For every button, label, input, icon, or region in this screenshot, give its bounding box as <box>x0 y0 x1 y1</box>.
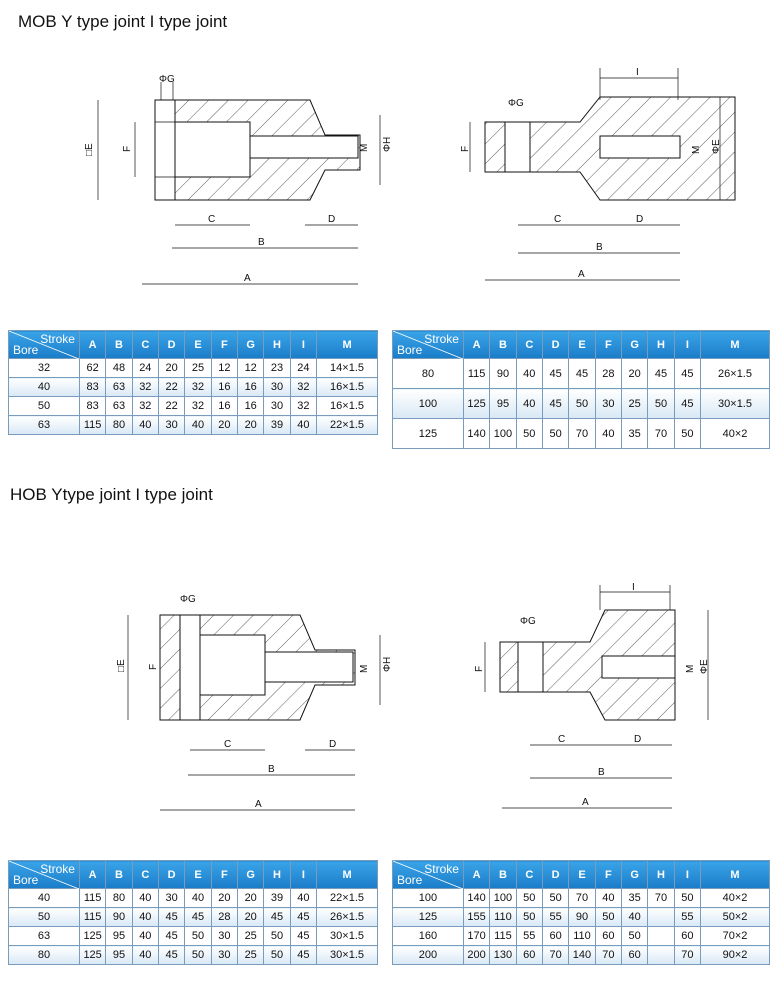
table-row <box>9 416 378 435</box>
value-cell: 22 <box>158 397 184 416</box>
dim-label-g-hob: ΦG <box>180 594 196 605</box>
value-cell: 45 <box>158 927 184 946</box>
value-cell: 100 <box>490 419 516 449</box>
table-row <box>393 946 770 965</box>
value-cell: 83 <box>79 397 105 416</box>
value-cell: 30 <box>264 378 290 397</box>
table-row <box>9 378 378 397</box>
value-cell: 23 <box>264 359 290 378</box>
value-cell: 30×1.5 <box>317 927 378 946</box>
value-cell: 63 <box>106 397 132 416</box>
mob-i-joint-drawing <box>450 60 760 295</box>
value-cell: 115 <box>79 416 105 435</box>
value-cell: 16 <box>211 378 237 397</box>
bore-cell: 100 <box>393 389 464 419</box>
value-cell: 70×2 <box>701 927 770 946</box>
value-cell: 40 <box>290 416 316 435</box>
value-cell: 30 <box>158 889 184 908</box>
dim-label-m: M <box>359 143 370 152</box>
dim-label-a-i: A <box>578 269 585 280</box>
table-row <box>9 927 378 946</box>
hob-y-spec-table: Stroke Bore A B C D E F G H I M 40 115 80 40 30 40 20 20 39 40 22×1.5 50 115 90 40 45 45 28 20 45 45 26×1.5 63 125 95 40 45 50 30 25 50 45 30×1.5 80 125 95 40 45 50 30 25 50 45 30×1.5 <box>8 860 378 965</box>
value-cell: 16×1.5 <box>317 397 378 416</box>
value-cell: 70 <box>595 946 621 965</box>
value-cell: 25 <box>238 946 264 965</box>
bore-cell: 50 <box>9 908 80 927</box>
value-cell: 45 <box>674 389 700 419</box>
dim-label-a-hob: A <box>255 799 262 810</box>
hob-y-joint-drawing <box>100 590 400 820</box>
dim-label-phi-e-hob: ΦE <box>699 659 710 674</box>
value-cell: 80 <box>106 416 132 435</box>
value-cell: 70 <box>648 889 674 908</box>
table-row <box>393 889 770 908</box>
dim-label-h-hob: ΦH <box>382 656 393 672</box>
dim-label-h: ΦH <box>382 136 393 152</box>
value-cell: 60 <box>622 946 648 965</box>
value-cell: 110 <box>490 908 516 927</box>
value-cell: 60 <box>595 927 621 946</box>
value-cell: 45 <box>674 359 700 389</box>
value-cell: 32 <box>290 397 316 416</box>
value-cell: 40 <box>132 416 158 435</box>
value-cell: 50 <box>516 419 542 449</box>
value-cell: 32 <box>132 378 158 397</box>
bore-cell: 80 <box>9 946 80 965</box>
value-cell: 130 <box>490 946 516 965</box>
value-cell: 40×2 <box>701 419 770 449</box>
value-cell: 90 <box>569 908 595 927</box>
value-cell: 20 <box>238 908 264 927</box>
dim-label-d-i: D <box>636 214 644 225</box>
value-cell: 50 <box>516 908 542 927</box>
dim-label-b-hob: B <box>268 764 275 775</box>
value-cell: 20 <box>158 359 184 378</box>
value-cell: 20 <box>622 359 648 389</box>
value-cell: 16 <box>238 397 264 416</box>
bore-cell: 200 <box>393 946 464 965</box>
bore-cell: 32 <box>9 359 80 378</box>
value-cell: 110 <box>569 927 595 946</box>
value-cell: 45 <box>290 908 316 927</box>
value-cell: 125 <box>463 389 489 419</box>
value-cell: 60 <box>674 927 700 946</box>
value-cell: 32 <box>185 378 211 397</box>
table-row <box>393 927 770 946</box>
value-cell: 16 <box>238 378 264 397</box>
dim-label-a-hob-i: A <box>582 797 589 808</box>
value-cell: 170 <box>463 927 489 946</box>
value-cell: 45 <box>648 359 674 389</box>
mob-i-spec-table: Stroke Bore A B C D E F G H I M 80 115 90 40 45 45 28 20 45 45 26×1.5 100 125 95 40 45 50 30 25 50 45 30×1.5 125 140 100 50 50 70 40 35 70 50 40×2 <box>392 330 770 449</box>
value-cell: 70 <box>569 889 595 908</box>
hob-i-spec-table: Stroke Bore A B C D E F G H I M 100 140 100 50 50 70 40 35 70 50 40×2 125 155 110 50 55 90 50 40 55 50×2 160 170 115 55 60 110 60 50 60 70×2 200 200 130 60 70 140 70 60 70 90×2 <box>392 860 770 965</box>
value-cell: 45 <box>264 908 290 927</box>
value-cell: 20 <box>211 416 237 435</box>
value-cell: 20 <box>211 889 237 908</box>
value-cell: 60 <box>516 946 542 965</box>
dim-label-c-hob: C <box>224 739 232 750</box>
value-cell: 25 <box>238 927 264 946</box>
value-cell: 70 <box>569 419 595 449</box>
value-cell: 32 <box>132 397 158 416</box>
value-cell: 83 <box>79 378 105 397</box>
value-cell: 50 <box>648 389 674 419</box>
dim-label-i-hob: I <box>632 582 635 593</box>
value-cell: 22×1.5 <box>317 416 378 435</box>
value-cell <box>648 908 674 927</box>
value-cell: 50 <box>185 927 211 946</box>
value-cell: 30 <box>158 416 184 435</box>
bore-cell: 80 <box>393 359 464 389</box>
value-cell: 140 <box>463 889 489 908</box>
value-cell: 115 <box>79 908 105 927</box>
value-cell: 26×1.5 <box>317 908 378 927</box>
value-cell: 25 <box>622 389 648 419</box>
value-cell: 70 <box>674 946 700 965</box>
value-cell: 32 <box>185 397 211 416</box>
bore-cell: 125 <box>393 908 464 927</box>
value-cell: 62 <box>79 359 105 378</box>
value-cell: 60 <box>542 927 568 946</box>
bore-cell: 100 <box>393 889 464 908</box>
dim-label-d-hob-i: D <box>634 734 642 745</box>
value-cell: 39 <box>264 889 290 908</box>
value-cell: 30 <box>211 946 237 965</box>
value-cell: 70 <box>542 946 568 965</box>
value-cell: 30×1.5 <box>317 946 378 965</box>
value-cell: 40 <box>185 416 211 435</box>
value-cell: 16 <box>211 397 237 416</box>
dim-label-c: C <box>208 214 216 225</box>
bore-cell: 160 <box>393 927 464 946</box>
table-row <box>393 908 770 927</box>
dim-label-c-hob-i: C <box>558 734 566 745</box>
dim-label-b-i: B <box>596 242 603 253</box>
value-cell: 45 <box>158 908 184 927</box>
value-cell: 35 <box>622 889 648 908</box>
mob-i-table-body <box>393 359 770 449</box>
dim-label-sq-e: □E <box>84 143 95 156</box>
table-corner: Stroke Bore <box>393 331 464 359</box>
value-cell: 50 <box>542 889 568 908</box>
value-cell: 50 <box>542 419 568 449</box>
value-cell: 40 <box>132 946 158 965</box>
value-cell: 12 <box>211 359 237 378</box>
dim-label-g-hob-i: ΦG <box>520 616 536 627</box>
value-cell: 70 <box>648 419 674 449</box>
value-cell: 48 <box>106 359 132 378</box>
bore-cell: 50 <box>9 397 80 416</box>
value-cell: 115 <box>463 359 489 389</box>
dim-label-a: A <box>244 273 251 284</box>
value-cell: 45 <box>158 946 184 965</box>
dim-label-m-hob-i: M <box>685 664 696 673</box>
value-cell: 140 <box>569 946 595 965</box>
dim-label-m-hob: M <box>359 664 370 673</box>
value-cell: 40 <box>516 359 542 389</box>
value-cell: 24 <box>132 359 158 378</box>
value-cell: 30×1.5 <box>701 389 770 419</box>
value-cell <box>648 946 674 965</box>
value-cell: 30 <box>595 389 621 419</box>
value-cell: 115 <box>79 889 105 908</box>
value-cell: 140 <box>463 419 489 449</box>
value-cell: 20 <box>238 889 264 908</box>
value-cell: 25 <box>185 359 211 378</box>
table-row <box>9 889 378 908</box>
value-cell: 24 <box>290 359 316 378</box>
mob-y-joint-drawing <box>80 70 393 295</box>
table-row <box>393 359 770 389</box>
dim-label-f-hob-i: F <box>474 665 485 672</box>
value-cell: 95 <box>490 389 516 419</box>
value-cell: 90 <box>106 908 132 927</box>
value-cell: 95 <box>106 946 132 965</box>
value-cell: 45 <box>542 359 568 389</box>
value-cell: 39 <box>264 416 290 435</box>
bore-cell: 63 <box>9 927 80 946</box>
table-row <box>393 389 770 419</box>
value-cell: 16×1.5 <box>317 378 378 397</box>
value-cell: 50 <box>569 389 595 419</box>
table-row <box>393 419 770 449</box>
value-cell: 55 <box>516 927 542 946</box>
dim-label-f-i: F <box>460 145 471 152</box>
value-cell: 45 <box>290 946 316 965</box>
value-cell: 45 <box>542 389 568 419</box>
dim-label-g: ΦG <box>159 74 175 85</box>
hob-y-table-body <box>9 889 378 965</box>
bore-cell: 125 <box>393 419 464 449</box>
value-cell: 45 <box>569 359 595 389</box>
value-cell: 32 <box>290 378 316 397</box>
value-cell: 22 <box>158 378 184 397</box>
bore-cell: 40 <box>9 378 80 397</box>
dim-label-f-hob: F <box>148 663 159 670</box>
dim-label-d-hob: D <box>329 739 337 750</box>
value-cell: 50 <box>622 927 648 946</box>
value-cell: 40 <box>595 889 621 908</box>
table-row <box>9 908 378 927</box>
value-cell: 40 <box>595 419 621 449</box>
value-cell: 40 <box>132 927 158 946</box>
dim-label-m-i: M <box>691 145 702 154</box>
table-row <box>9 359 378 378</box>
value-cell: 40 <box>132 908 158 927</box>
value-cell: 40 <box>185 889 211 908</box>
value-cell: 22×1.5 <box>317 889 378 908</box>
value-cell: 50 <box>264 946 290 965</box>
value-cell: 50 <box>264 927 290 946</box>
value-cell: 50 <box>674 419 700 449</box>
value-cell: 125 <box>79 946 105 965</box>
dim-label-f: F <box>122 145 133 152</box>
hob-i-table-body <box>393 889 770 965</box>
value-cell: 63 <box>106 378 132 397</box>
value-cell: 40 <box>290 889 316 908</box>
bore-cell: 63 <box>9 416 80 435</box>
dim-label-b-hob-i: B <box>598 767 605 778</box>
value-cell: 50×2 <box>701 908 770 927</box>
value-cell: 14×1.5 <box>317 359 378 378</box>
value-cell: 125 <box>79 927 105 946</box>
value-cell: 55 <box>674 908 700 927</box>
dim-label-phi-e: ΦE <box>711 139 722 154</box>
value-cell: 30 <box>211 927 237 946</box>
table-corner: Stroke Bore <box>9 861 80 889</box>
value-cell: 100 <box>490 889 516 908</box>
value-cell <box>648 927 674 946</box>
table-row <box>9 946 378 965</box>
dim-label-d: D <box>328 214 336 225</box>
value-cell: 30 <box>264 397 290 416</box>
dim-label-sq-e-hob: □E <box>116 659 127 672</box>
value-cell: 55 <box>542 908 568 927</box>
value-cell: 28 <box>595 359 621 389</box>
hob-i-joint-drawing <box>460 580 760 820</box>
value-cell: 40 <box>132 889 158 908</box>
value-cell: 80 <box>106 889 132 908</box>
value-cell: 28 <box>211 908 237 927</box>
table-corner: Stroke Bore <box>393 861 464 889</box>
mob-y-table-body <box>9 359 378 435</box>
value-cell: 40 <box>516 389 542 419</box>
value-cell: 50 <box>674 889 700 908</box>
value-cell: 50 <box>185 946 211 965</box>
value-cell: 90 <box>490 359 516 389</box>
value-cell: 95 <box>106 927 132 946</box>
section-title-hob: HOB Ytype joint I type joint <box>10 485 213 504</box>
value-cell: 12 <box>238 359 264 378</box>
value-cell: 50 <box>595 908 621 927</box>
table-row <box>9 397 378 416</box>
dim-label-i: I <box>636 67 639 78</box>
value-cell: 45 <box>290 927 316 946</box>
value-cell: 115 <box>490 927 516 946</box>
value-cell: 35 <box>622 419 648 449</box>
section-title-mob: MOB Y type joint I type joint <box>18 12 228 31</box>
dim-label-c-i: C <box>554 214 562 225</box>
dim-label-b: B <box>258 237 265 248</box>
value-cell: 200 <box>463 946 489 965</box>
value-cell: 26×1.5 <box>701 359 770 389</box>
value-cell: 155 <box>463 908 489 927</box>
value-cell: 40 <box>622 908 648 927</box>
bore-cell: 40 <box>9 889 80 908</box>
mob-y-spec-table: Stroke Bore A B C D E F G H I M 32 62 48 24 20 25 12 12 23 24 14×1.5 40 83 63 32 22 32 16 16 30 32 16×1.5 50 83 63 32 22 32 16 16 30 32 16×1.5 63 115 80 40 30 40 20 20 39 40 22×1.5 <box>8 330 378 435</box>
value-cell: 20 <box>238 416 264 435</box>
value-cell: 45 <box>185 908 211 927</box>
value-cell: 90×2 <box>701 946 770 965</box>
table-corner: Stroke Bore <box>9 331 80 359</box>
value-cell: 40×2 <box>701 889 770 908</box>
value-cell: 50 <box>516 889 542 908</box>
dim-label-g-i: ΦG <box>508 98 524 109</box>
